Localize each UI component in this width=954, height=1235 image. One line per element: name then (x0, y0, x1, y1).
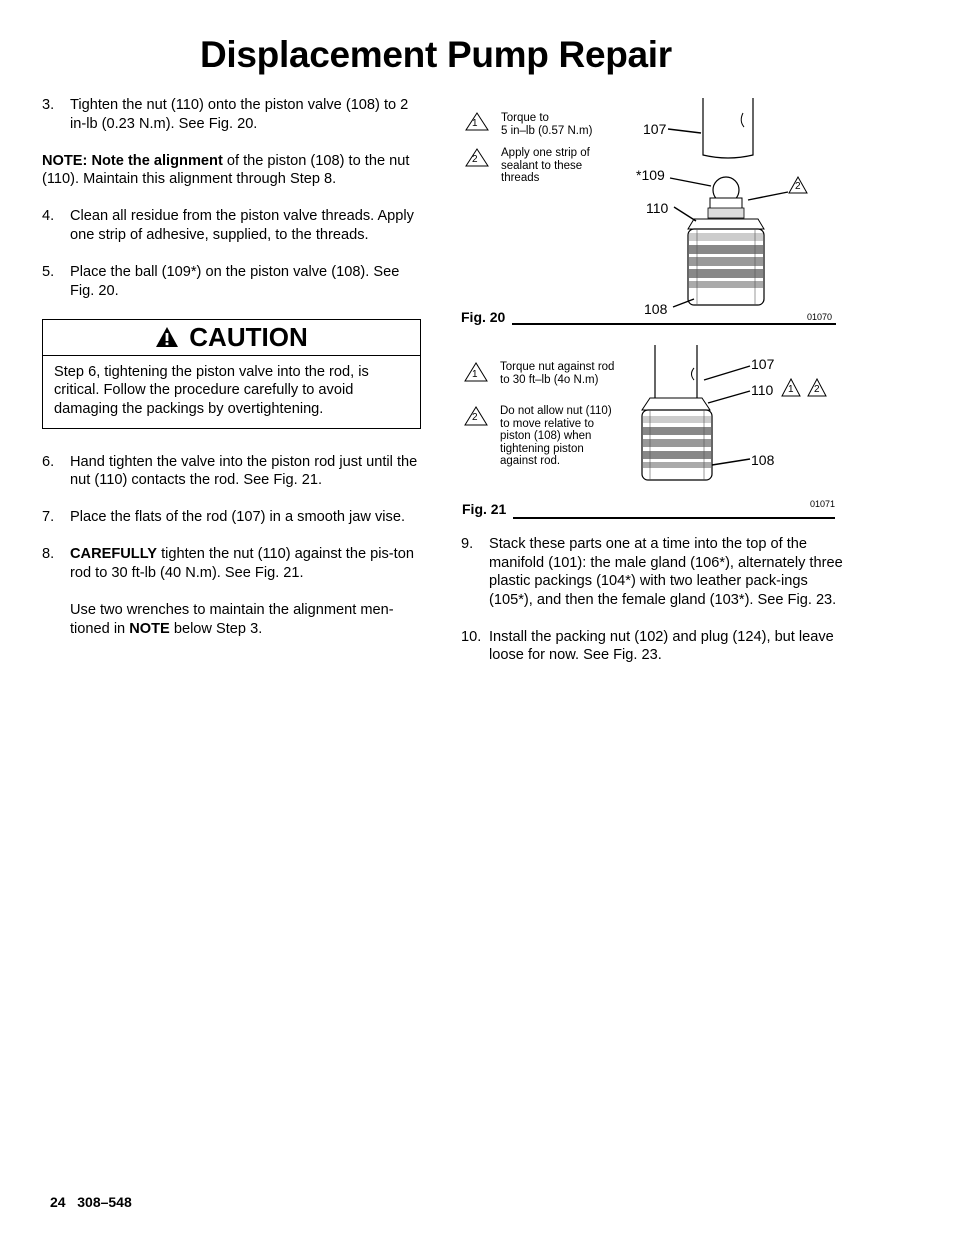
step-text: tighten the nut (110) against the pis-ton rod to 30 ft-lb (40 N.m). See Fig. 21. (70, 546, 414, 581)
figure-21 (458, 340, 848, 525)
legend-line: sealant to these (501, 159, 583, 172)
step-number: 10. (461, 628, 482, 645)
step-number: 9. (461, 536, 474, 552)
page-title: Displacement Pump Repair (200, 34, 672, 75)
page-footer (50, 1194, 132, 1210)
legend-line: Apply one strip of (501, 147, 590, 159)
legend-line: against rod. (500, 455, 561, 468)
caution-heading: CAUTION (189, 321, 308, 352)
callout-110: 110 (646, 200, 669, 216)
note-text: of the piston (108) to the nut (110). Maintain this alignment through Step 8. (42, 152, 410, 188)
alignment-note (42, 152, 424, 189)
callout-108: 108 (751, 452, 775, 468)
callout-107: 107 (751, 356, 775, 372)
callout-110: 110 (751, 382, 774, 398)
step-text: Stack these parts one at a time into the top of the manifold (101): the male gland (106*), alternately three plastic packings (104*) with two leather pack-ings (105*), and then the female gland (103*). See Fig. 23. (489, 536, 843, 608)
caution-box (42, 319, 421, 429)
step-text: Clean all residue from the piston valve threads. Apply one strip of adhesive, supplied, to the threads. (70, 208, 414, 243)
step-3 (42, 96, 424, 133)
legend-2-number: 2 (472, 412, 478, 423)
legend-line: Torque nut against rod (500, 361, 615, 373)
rod-107 (703, 98, 753, 158)
caution-header (43, 320, 420, 356)
step-number: 7. (42, 509, 55, 526)
right-column (461, 535, 843, 684)
step-text: Hand tighten the valve into the piston rod just until the nut (110) contacts the rod. See Fig. 21. (70, 453, 418, 489)
step-10 (461, 628, 843, 665)
step-8-paragraph (42, 601, 424, 638)
page-number: 24 (50, 1194, 66, 1210)
document-number: 308–548 (77, 1194, 132, 1210)
step-number: 5. (42, 264, 55, 281)
step-number: 4. (42, 208, 55, 225)
nut-110 (642, 398, 710, 410)
step-number: 8. (42, 546, 55, 563)
legend-line: Torque to (501, 112, 549, 124)
figure-20-code: 01070 (807, 312, 833, 322)
rod-107 (655, 345, 697, 402)
step-text: Install the packing nut (102) and plug (124), but leave loose for now. See Fig. 23. (489, 628, 834, 664)
legend-1-text (500, 361, 614, 386)
callout-108: 108 (644, 301, 668, 317)
legend-line: to 30 ft–lb (4o N.m) (500, 373, 599, 386)
legend-1-number: 1 (472, 369, 478, 380)
step-4 (42, 207, 424, 244)
legend-line: tightening piston (500, 442, 584, 455)
legend-2-text (501, 147, 590, 185)
figure-20-label: Fig. 20 (461, 309, 506, 325)
legend-2-number: 2 (472, 154, 478, 165)
figure-21-label: Fig. 21 (462, 501, 507, 517)
step-7 (42, 508, 424, 527)
legend-2-text (500, 405, 612, 468)
legend-1-number: 1 (472, 118, 478, 129)
figure-20 (458, 95, 848, 330)
step-5 (42, 263, 424, 300)
callout-109: *109 (636, 167, 665, 183)
step-8 (42, 545, 424, 582)
step-number: 3. (42, 97, 55, 113)
step-text: Place the flats of the rod (107) in a smooth jaw vise. (70, 509, 406, 526)
marker-1-number: 1 (788, 384, 794, 395)
warning-icon (155, 326, 179, 348)
callout-107: 107 (643, 121, 667, 137)
step-6 (42, 453, 424, 490)
left-column (42, 96, 424, 638)
marker-2-number: 2 (814, 384, 820, 395)
figure-21-code: 01071 (810, 499, 836, 509)
step-9 (461, 535, 843, 609)
step-text: Tighten the nut (110) onto the piston valve (108) to 2 in-lb (0.23 N.m). See Fig. 20. (70, 97, 409, 132)
para-text: Use two wrenches to maintain the alignment men-tioned in (70, 602, 394, 637)
para-text-end: below Step 3. (169, 620, 263, 637)
step-lead: CAREFULLY (70, 546, 158, 563)
note-lead: NOTE: Note the alignment (42, 152, 223, 169)
marker-2-number: 2 (795, 181, 801, 192)
legend-line: Do not allow nut (110) (500, 405, 612, 417)
para-bold: NOTE (129, 620, 170, 637)
caution-text: Step 6, tightening the piston valve into the rod, is critical. Follow the procedure carefully to avoid damaging the packings by overtightening. (54, 363, 369, 417)
legend-line: threads (501, 172, 540, 185)
step-text: Place the ball (109*) on the piston valve (108). See Fig. 20. (70, 264, 400, 299)
step-number: 6. (42, 453, 55, 470)
legend-1-text (501, 112, 592, 137)
legend-line: piston (108) when (500, 430, 592, 443)
legend-line: to move relative to (500, 417, 594, 430)
legend-line: 5 in–lb (0.57 N.m) (501, 124, 593, 137)
